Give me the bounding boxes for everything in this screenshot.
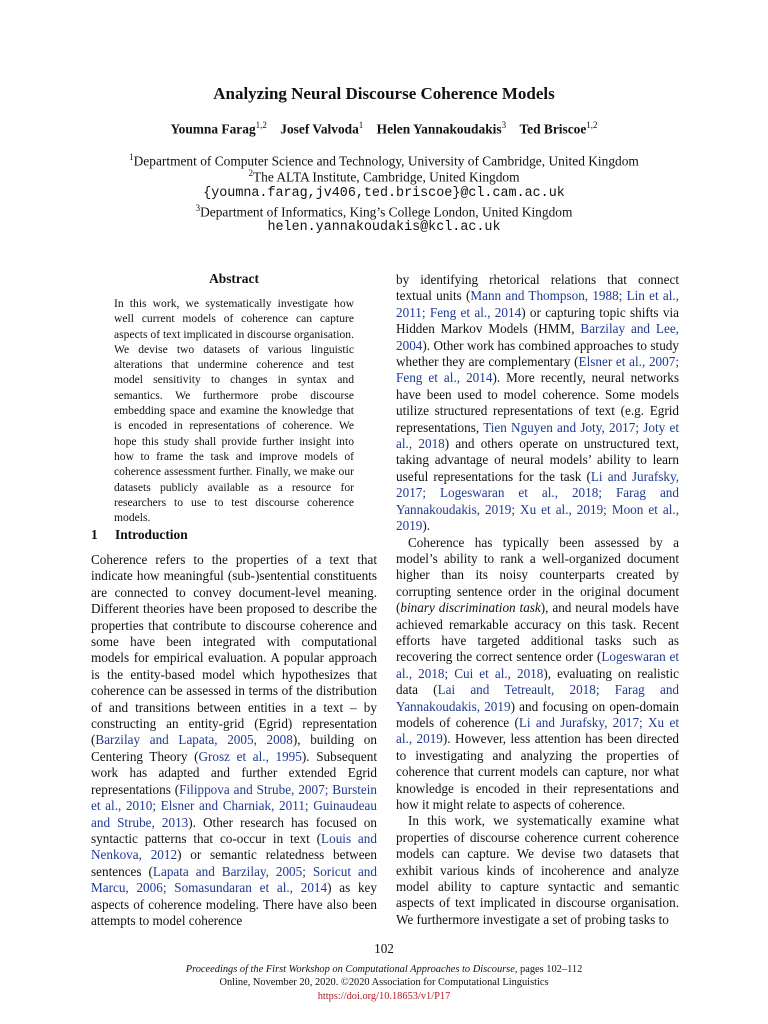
author-name: Josef Valvoda <box>280 121 359 137</box>
affiliation-1 <box>0 152 768 169</box>
citation-link[interactable]: Lai and Tetreault, 2018; Farag and Yannakoudakis, 2019 <box>396 682 680 714</box>
author-list <box>0 120 768 137</box>
intro-paragraph-1-cont <box>396 272 679 535</box>
affil-mark: 2 <box>248 168 253 178</box>
footer-venue-line <box>0 963 768 976</box>
body-text: ). However, less attention has been directed to investigating and analyzing the properties of coherence that current models can capture, nor what knowledge is encoded in their representations and how it might relate to aspects of coherence. <box>396 731 679 812</box>
body-text: ). Other research has focused on syntactic patterns that co-occur in text ( <box>91 814 377 846</box>
body-text: ) or semantic relatedness between sentences ( <box>91 847 377 879</box>
body-text: Coherence has typically been assessed by a model’s ability to rank a well-organized document higher than its noisy counterparts created by corrupting sentence order in the original document ( <box>396 534 679 616</box>
citation-link[interactable]: Elsner et al., 2007; Feng et al., 2014 <box>396 354 679 386</box>
body-text: ), evaluating on realistic data ( <box>396 665 679 698</box>
abstract-heading: Abstract <box>209 271 259 286</box>
paper-title: Analyzing Neural Discourse Coherence Models <box>213 84 555 103</box>
italic-term: binary discrimination task <box>400 600 541 616</box>
body-text: ) and focusing on open-domain models of coherence ( <box>396 698 679 730</box>
author-affil-mark: 1,2 <box>586 120 598 130</box>
body-text: ). Other work has combined approaches to study whether they are complementary ( <box>396 337 679 370</box>
intro-paragraph-1 <box>91 552 377 929</box>
citation-link[interactable]: Louis and Nenkova, 2012 <box>91 830 377 863</box>
citation-link[interactable]: Grosz et al., 1995 <box>198 748 302 764</box>
citation-link[interactable]: Barzilay and Lapata, 2005, 2008 <box>95 732 293 748</box>
citation-link[interactable]: Mann and Thompson, 1988; Lin et al., 2011; Feng et al., 2014 <box>396 288 679 320</box>
citation-link[interactable]: Li and Jurafsky, 2017; Logeswaran et al., 2018; Farag and Yannakoudakis, 2019; Xu et al., 2019; Moon et al., 2019 <box>396 468 679 534</box>
page-number: 102 <box>374 941 394 956</box>
email-line-2[interactable]: helen.yannakoudakis@kcl.ac.uk <box>267 220 501 235</box>
body-text: ), and neural models have achieved remarkable accuracy on this task. Recent efforts have targeted additional tasks such as recovering the correct sentence order ( <box>396 600 679 665</box>
body-text: ). Subsequent work has adapted and further extended Egrid representations ( <box>91 748 377 797</box>
affil-text: Department of Informatics, King’s College London, United Kingdom <box>200 204 573 220</box>
footer-pages: , pages 102–112 <box>514 964 583 975</box>
citation-link[interactable]: Filippova and Strube, 2007; Burstein et al., 2010; Elsner and Charniak, 2011; Guinaudeau and Strube, 2013 <box>91 781 377 830</box>
author-name: Ted Briscoe <box>519 121 587 137</box>
doi-link[interactable]: https://doi.org/10.18653/v1/P17 <box>317 990 451 1002</box>
affil-mark: 3 <box>195 203 201 213</box>
body-text: Coherence refers to the properties of a text that indicate how meaningful (sub-)sentential constituents are connected to convey document-level meaning. Different theories have been proposed to describe the properties that contribute to discourse coherence and some have been integrated with computational models for empirical evaluation. A popular approach is the entity-based model which hypothesizes that coherence can be assessed in terms of the distribution of and transitions between entities in a text – by constructing an entity-grid (Egrid) representation ( <box>91 552 377 748</box>
affiliation-3 <box>0 203 768 220</box>
footer-venue: Proceedings of the First Workshop on Computational Approaches to Discourse <box>185 964 515 975</box>
intro-right-column <box>396 272 679 928</box>
affiliation-2 <box>0 168 768 185</box>
author-affil-mark: 1 <box>358 120 364 130</box>
body-text: ). More recently, neural networks have been used to model coherence. Some models utilize structured representations of text (e.g. Egrid representations, <box>396 370 679 435</box>
affil-text: Department of Computer Science and Technology, University of Cambridge, United Kingdom <box>133 153 639 169</box>
citation-link[interactable]: Li and Jurafsky, 2017; Xu et al., 2019 <box>396 714 679 747</box>
page-footer <box>0 963 768 1003</box>
citation-link[interactable]: Logeswaran et al., 2018; Cui et al., 2018 <box>396 649 679 681</box>
section-heading-introduction <box>91 527 188 543</box>
body-text: by identifying rhetorical relations that connect textual units ( <box>396 272 679 304</box>
section-number: 1 <box>91 527 98 542</box>
author-name: Youmna Farag <box>170 121 256 137</box>
author-name: Helen Yannakoudakis <box>376 121 502 137</box>
citation-link[interactable]: Barzilay and Lee, 2004 <box>396 321 679 353</box>
section-title: Introduction <box>115 527 188 542</box>
abstract-text: In this work, we systematically investigate how well current models of coherence can capture aspects of text implicated in discourse organisation. We devise two datasets of various linguistic alterations that undermine coherence and test model sensitivity to changes in syntax and semantics. We furthermore probe discourse embedding space and examine the knowledge that is encoded in representations of coherence. We hope this study shall provide further insight into how to frame the task and improve models of coherence assessment further. Finally, we make our datasets publicly available as a resource for researchers to use to test discourse coherence models. <box>114 297 354 525</box>
intro-paragraph-2 <box>396 535 679 814</box>
author-affil-mark: 1,2 <box>255 120 267 130</box>
citation-link[interactable]: Lapata and Barzilay, 2005; Soricut and Marcu, 2006; Somasundaran et al., 2014 <box>91 863 377 896</box>
email-line-1[interactable]: {youmna.farag,jv406,ted.briscoe}@cl.cam.ac.uk <box>203 186 565 201</box>
body-text: ). <box>422 518 431 534</box>
affil-mark: 1 <box>129 152 134 162</box>
body-text: ), building on Centering Theory ( <box>91 732 377 764</box>
author-affil-mark: 3 <box>501 120 507 130</box>
body-text: ) or capturing topic shifts via Hidden Markov Models (HMM, <box>396 304 679 337</box>
footer-copyright: Online, November 20, 2020. ©2020 Association for Computational Linguistics <box>219 977 549 989</box>
body-text: ) as key aspects of coherence modeling. There have also been attempts to model coherence <box>91 880 378 928</box>
intro-paragraph-3: In this work, we systematically examine what properties of discourse coherence current coherence models can capture. We devise two datasets that exhibit various kinds of incoherence and analyze model ability to capture syntactic and semantic aspects of text implicated in discourse organisation. We furthermore investigate a set of probing tasks to <box>396 813 679 927</box>
body-text: ) and others operate on unstructured text, taking advantage of neural models’ ability to learn useful representations for the task ( <box>396 436 679 484</box>
affil-text: The ALTA Institute, Cambridge, United Kingdom <box>252 169 520 185</box>
citation-link[interactable]: Tien Nguyen and Joty, 2017; Joty et al., 2018 <box>396 419 679 452</box>
